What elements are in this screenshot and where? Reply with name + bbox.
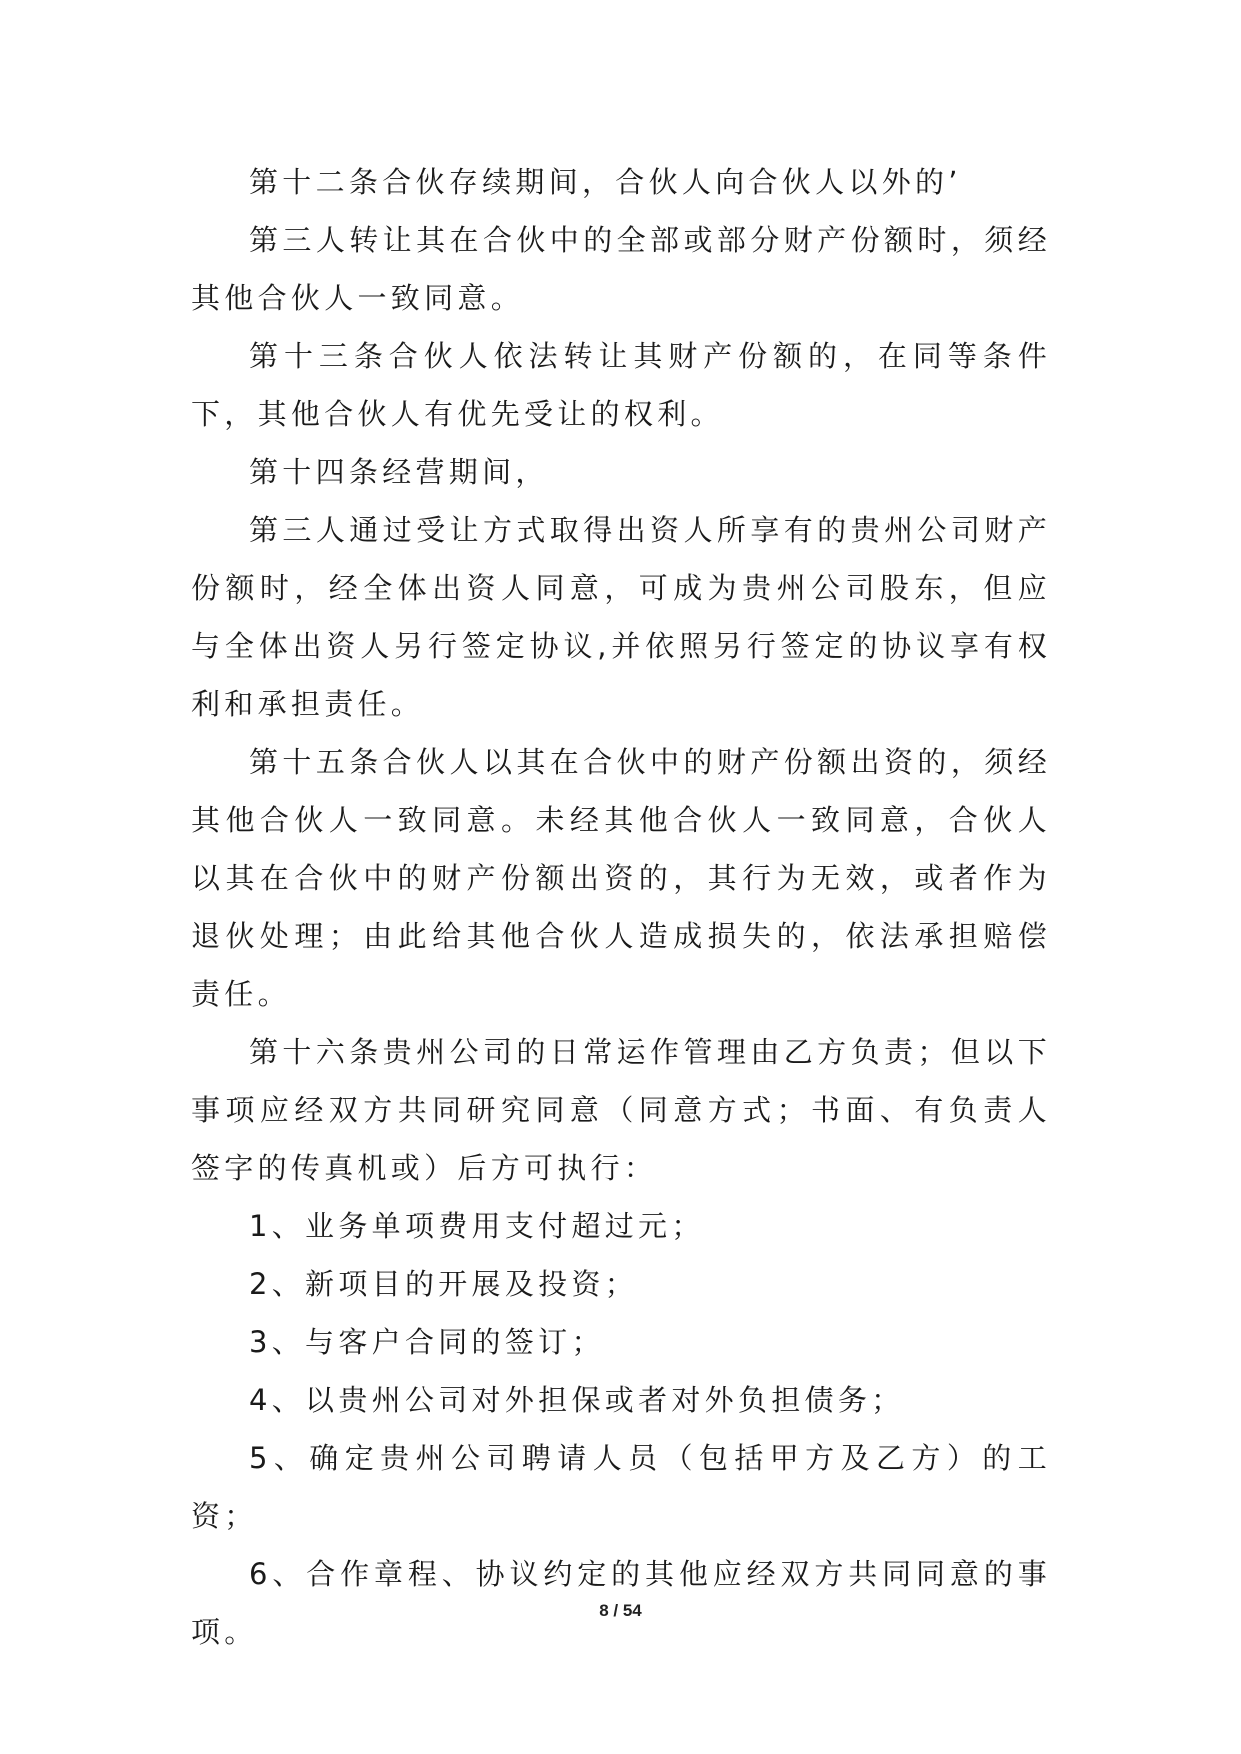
list-item: 4、以贵州公司对外担保或者对外负担债务；	[249, 1383, 905, 1417]
paragraph-article-14: 第十四条经营期间，	[249, 455, 549, 489]
page-number: 8 / 54	[599, 1601, 642, 1620]
paragraph-article-15: 第十五条合伙人以其在合伙中的财产份额出资的，须经其他合伙人一致同意。未经其他合伙人一致同意，合伙人以其在合伙中的财产份额出资的，其行为无效，或者作为退伙处理；由此给其他合伙人造成损失的，依法承担赔偿责任。	[191, 745, 1051, 1011]
list-item: 2、新项目的开展及投资；	[249, 1267, 639, 1301]
list-item: 1、业务单项费用支付超过元；	[249, 1209, 705, 1243]
paragraph-article-12: 第十二条合伙存续期间，合伙人向合伙人以外的’	[249, 165, 962, 199]
paragraph-article-12-cont: 第三人转让其在合伙中的全部或部分财产份额时，须经其他合伙人一致同意。	[191, 223, 1051, 315]
document-body	[191, 153, 1051, 1661]
paragraph-article-13: 第十三条合伙人依法转让其财产份额的，在同等条件下，其他合伙人有优先受让的权利。	[191, 339, 1051, 431]
list-item: 5、确定贵州公司聘请人员（包括甲方及乙方）的工资；	[191, 1441, 1051, 1533]
list-item: 6、合作章程、协议约定的其他应经双方共同同意的事项。	[191, 1557, 1051, 1649]
paragraph-article-14-cont: 第三人通过受让方式取得出资人所享有的贵州公司财产份额时，经全体出资人同意，可成为贵州公司股东，但应与全体出资人另行签定协议,并依照另行签定的协议享有权利和承担责任。	[191, 513, 1051, 721]
list-item: 3、与客户合同的签订；	[249, 1325, 605, 1359]
paragraph-article-16: 第十六条贵州公司的日常运作管理由乙方负责；但以下事项应经双方共同研究同意（同意方式；书面、有负责人签字的传真机或）后方可执行：	[191, 1035, 1051, 1185]
